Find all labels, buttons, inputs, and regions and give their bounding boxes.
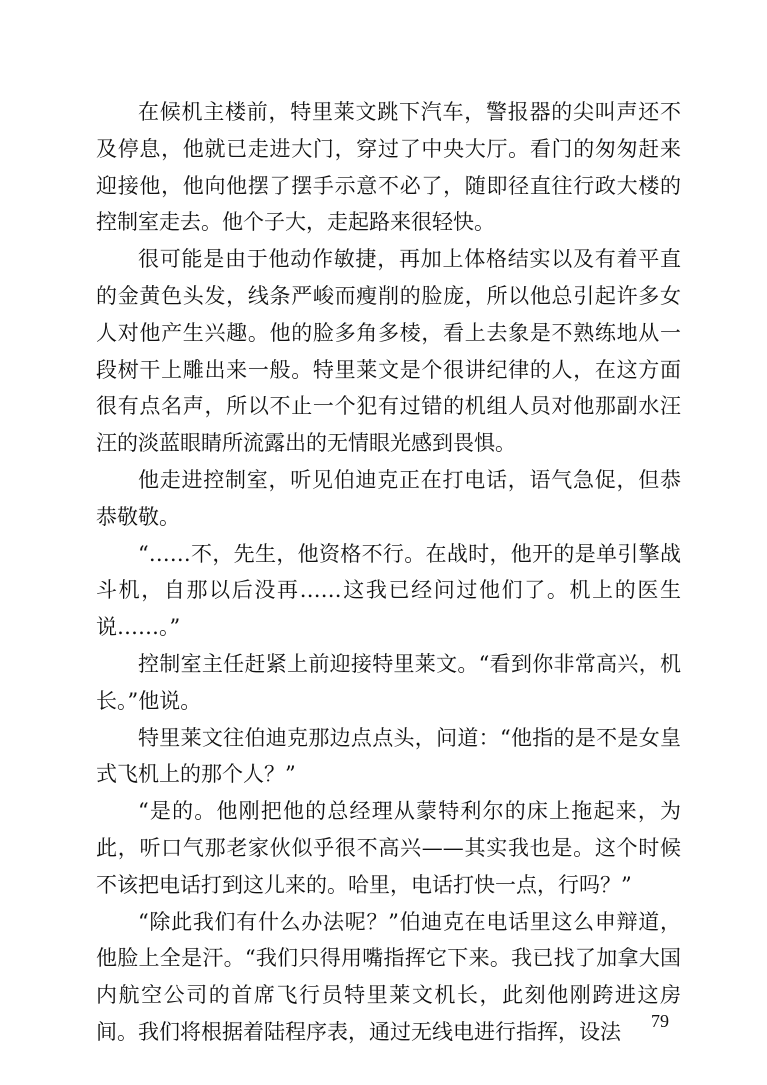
page-number: 79 [651, 1011, 669, 1031]
paragraph-7: “是的。他刚把他的总经理从蒙特利尔的床上拖起来，为此，听口气那老家伙似乎很不高兴——其实我也是。这个时候不该把电话打到这儿来的。哈里，电话打快一点，行吗？” [96, 799, 681, 897]
paragraph-6: 特里莱文往伯迪克那边点点头，问道：“他指的是不是女皇式飞机上的那个人？” [96, 725, 681, 787]
paragraph-2: 很可能是由于他动作敏捷，再加上体格结实以及有着平直的金黄色头发，线条严峻而瘦削的脸庞，所以他总引起许多女人对他产生兴趣。他的脸多角多棱，看上去象是不熟练地从一段树干上雕出来一般。特里莱文是个很讲纪律的人，在这方面很有点名声，所以不止一个犯有过错的机组人员对他那副水汪汪的淡蓝眼睛所流露出的无情眼光感到畏惧。 [96, 247, 681, 456]
paragraph-3: 他走进控制室，听见伯迪克正在打电话，语气急促，但恭恭敬敬。 [96, 467, 681, 529]
paragraph-8: “除此我们有什么办法呢？”伯迪克在电话里这么申辩道，他脸上全是汗。“我们只得用嘴指挥它下来。我已找了加拿大国内航空公司的首席飞行员特里莱文机长，此刻他刚跨进这房间。我们将根据着陆程序表，通过无线电进行指挥，设法 [96, 909, 681, 1044]
body-text [96, 94, 681, 1051]
paragraph-4: “……不，先生，他资格不行。在战时，他开的是单引擎战斗机，自那以后没再……这我已经问过他们了。机上的医生说……。” [96, 541, 681, 640]
paragraph-5: 控制室主任赶紧上前迎接特里莱文。“看到你非常高兴，机长。”他说。 [96, 651, 681, 713]
paragraph-1: 在候机主楼前，特里莱文跳下汽车，警报器的尖叫声还不及停息，他就已走进大门，穿过了中央大厅。看门的匆匆赶来迎接他，他向他摆了摆手示意不必了，随即径直往行政大楼的控制室走去。他个子大，走起路来很轻快。 [96, 100, 681, 235]
